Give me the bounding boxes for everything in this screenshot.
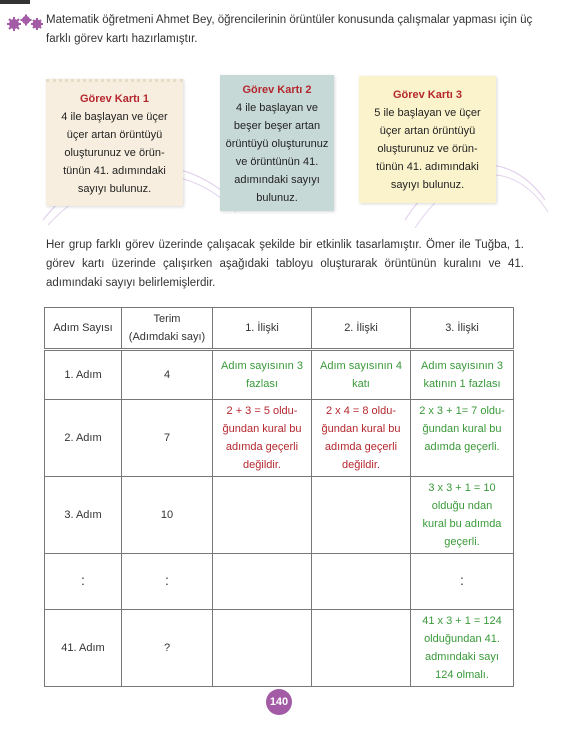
header-term-line: (Adımdaki sayı) [128,331,206,343]
cell-relation-3 [411,350,514,400]
cell-line: Adım sayısının 3 [421,360,503,372]
cell-term: 4 [122,350,213,400]
cell-relation-2 [312,610,411,687]
cell-line: ğundan kural bu [321,423,401,435]
table-row [45,350,514,400]
cell-line: fazlası [246,378,278,390]
task-card-line: 4 ile başlayan ve üçer [61,111,168,123]
cell-term: 7 [122,400,213,477]
task-card-line: oluşturunuz ve örün- [64,147,165,159]
cell-term [122,554,213,610]
header-relation-2: 2. İlişki [312,308,411,350]
cell-term: ? [122,610,213,687]
task-card-line: adımındaki sayıyı [234,174,320,186]
task-card-2 [220,75,334,211]
cell-line: 2 x 4 = 8 oldu- [325,405,397,417]
task-card-3 [359,76,496,203]
cell-relation-1 [213,610,312,687]
task-card-line: 4 ile başlayan ve [236,102,318,114]
page-number: 140 [266,689,292,715]
table-row [45,610,514,687]
task-card-line: sayıyı bulunuz. [390,179,465,191]
cell-step [45,554,122,610]
cell-step: 2. Adım [45,400,122,477]
task-card-line: beşer beşer artan [233,120,321,132]
cell-step: 1. Adım [45,350,122,400]
task-card-line: tünün 41. adımındaki [376,161,479,173]
cell-line: 2 + 3 = 5 oldu- [226,405,298,417]
header-term-line: Terim [153,313,181,325]
top-edge-bar [0,0,30,4]
task-card-line: 5 ile başlayan ve üçer [374,107,481,119]
cell-line: Adım sayısının 3 [221,360,303,372]
cell-line: ğundan kural bu [222,423,302,435]
vertical-ellipsis: : [81,571,85,588]
cell-line: adımda geçerli. [424,441,500,453]
header-relation-1: 1. İlişki [213,308,312,350]
cell-relation-1 [213,554,312,610]
intro-text: Matematik öğretmeni Ahmet Bey, öğrencilerinin örüntüler konusunda çalışmalar yapması için üç farklı görev kartı hazırlamıştır. [46,14,533,45]
table-row [45,477,514,554]
vertical-ellipsis: : [165,571,169,588]
cell-line: ğundan kural bu [422,423,502,435]
cell-term: 10 [122,477,213,554]
cell-step: 41. Adım [45,610,122,687]
cell-line: olduğu ndan [431,500,493,512]
task-card-line: tünün 41. adımındaki [63,165,166,177]
table-header-row [45,308,514,350]
cell-relation-2 [312,477,411,554]
task-card-line: bulunuz. [256,192,298,204]
task-card-title: Görev Kartı 3 [392,89,463,101]
cell-relation-2 [312,554,411,610]
task-card-line: üçer artan örüntüyü [66,129,163,141]
cell-relation-1 [213,400,312,477]
cell-line: 3 x 3 + 1 = 10 [428,482,496,494]
pattern-table [44,307,514,687]
gears-icon [6,12,44,34]
vertical-ellipsis: : [460,571,464,588]
task-card-line: örüntüyü oluşturunuz [225,138,329,150]
task-card-line: ve örüntünün 41. [235,156,319,168]
table-row [45,400,514,477]
cell-relation-3 [411,477,514,554]
cell-line: adımda geçerli [225,441,299,453]
cell-line: kural bu adımda [422,518,502,530]
cell-line: adımda geçerli [324,441,398,453]
cell-line: 124 olmalı. [435,669,489,681]
cell-relation-3 [411,400,514,477]
header-relation-3: 3. İlişki [411,308,514,350]
cell-relation-2 [312,350,411,400]
task-card-line: sayıyı bulunuz. [77,183,152,195]
cell-relation-1 [213,350,312,400]
cell-line: olduğundan 41. [424,633,500,645]
header-term [122,308,213,350]
task-card-title: Görev Kartı 2 [242,84,312,96]
cell-line: Adım sayısının 4 [320,360,402,372]
table-row [45,554,514,610]
cell-line: değildir. [243,459,281,471]
cell-step: 3. Adım [45,477,122,554]
cell-line: geçerli. [444,536,480,548]
header-step: Adım Sayısı [45,308,122,350]
activity-paragraph: Her grup farklı görev üzerinde çalışacak şekilde bir etkinlik tasarlamıştır. Ömer ile Tuğba, 1. görev kartı üzerinde çalışırken aşağıdaki tabloyu oluşturarak örüntünün kuralını ve 41. adımındaki sayıyı belirlemişlerdir. [46,239,524,289]
task-card-title: Görev Kartı 1 [79,93,150,105]
cell-relation-2 [312,400,411,477]
cell-relation-3 [411,554,514,610]
cell-line: katı [352,378,370,390]
task-card-1 [46,79,183,206]
cell-line: değildir. [342,459,380,471]
cell-line: admındaki sayı [425,651,499,663]
task-card-line: oluşturunuz ve örün- [377,143,478,155]
task-card-line: üçer artan örüntüyü [379,125,476,137]
cell-line: 41 x 3 + 1 = 124 [422,615,502,627]
cell-line: 2 x 3 + 1= 7 oldu- [419,405,505,417]
cell-relation-3 [411,610,514,687]
cell-line: katının 1 fazlası [423,378,501,390]
cell-relation-1 [213,477,312,554]
